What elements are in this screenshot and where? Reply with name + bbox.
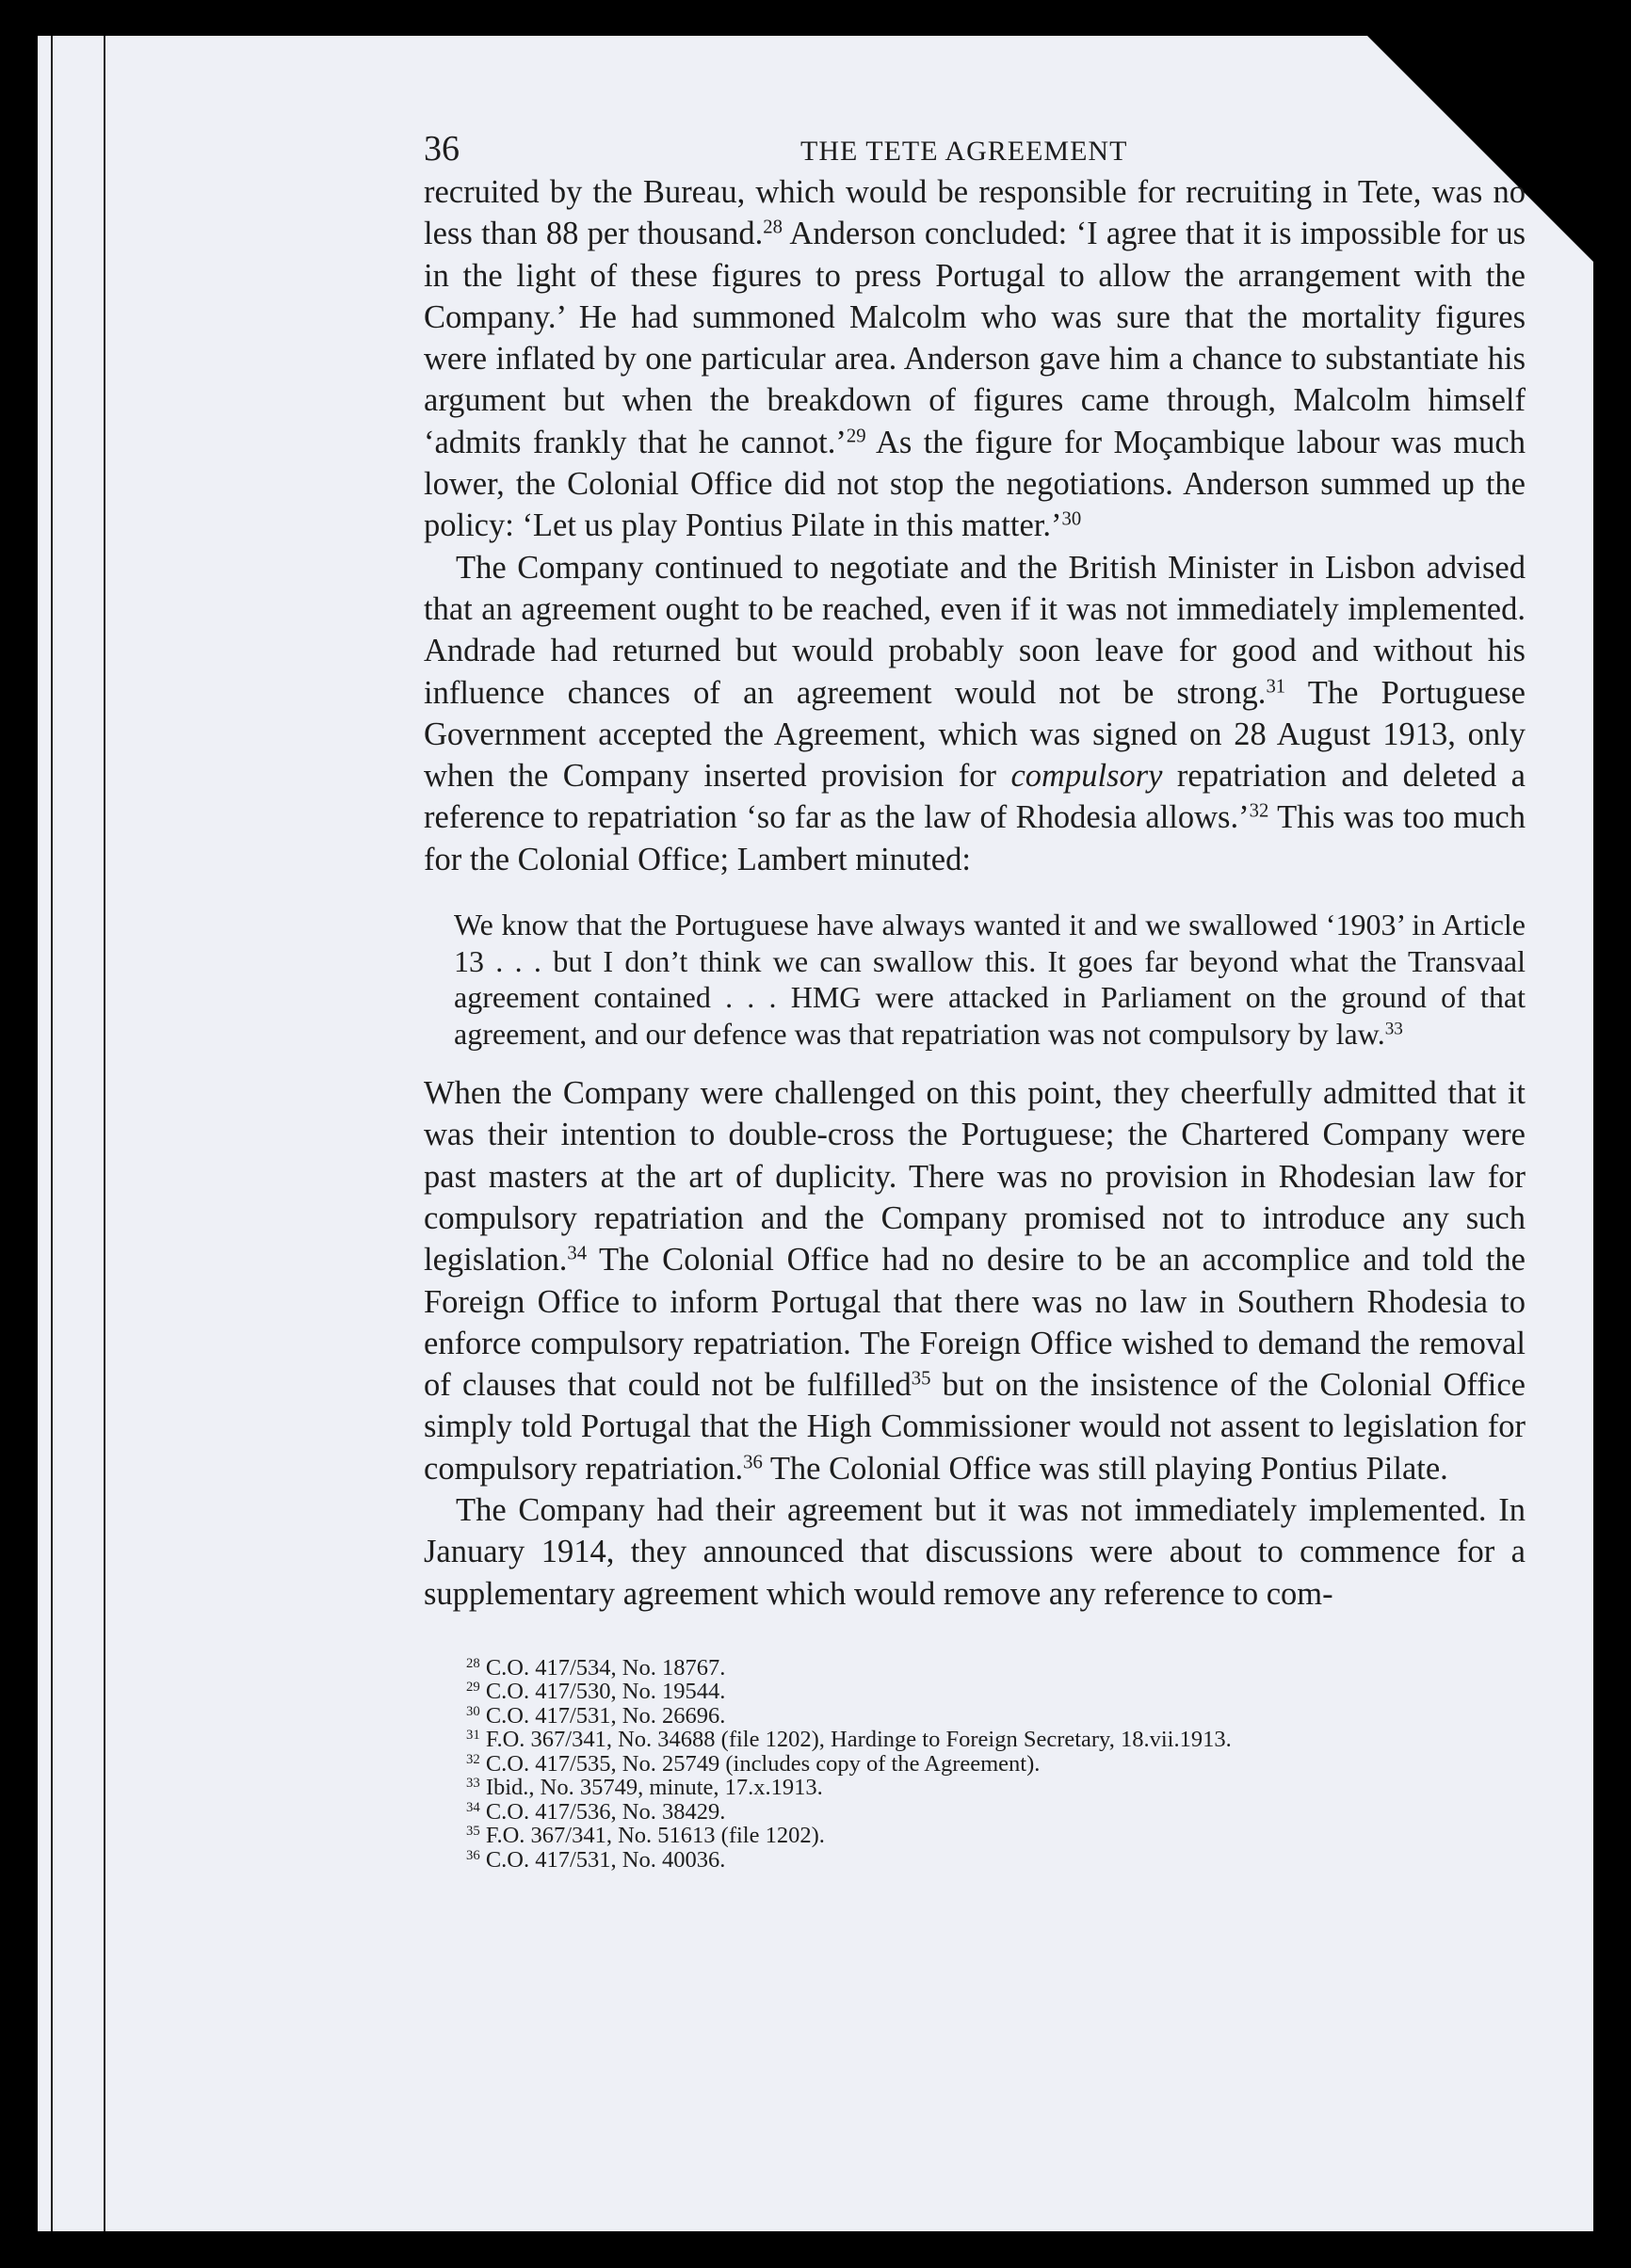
footnote bbox=[466, 1680, 1530, 1704]
paragraph-4 bbox=[424, 1489, 1526, 1615]
text-run: The Portuguese Government accepted the Agreement, which was signed on 28 August 1913, only when the Company inserted provision for bbox=[424, 674, 1526, 795]
footnote-number: 29 bbox=[466, 1680, 480, 1696]
text-run: When the Company were challenged on this point, they cheerfully admitted that it was their intention to double-cross the Portuguese; the Chartered Company were past masters at the art of duplicity. There was no provision in Rhodesian law for compulsory repatriation and the Company promised not to introduce any such legislation. bbox=[424, 1075, 1526, 1279]
footnote-ref: 33 bbox=[1384, 1019, 1403, 1038]
scanned-page bbox=[38, 36, 1593, 2231]
text-run: The Company had their agreement but it was not immediately implemented. In January 1914, they announced that discussions were about to commence for a supplementary agreement which would remove any reference to com- bbox=[424, 1492, 1526, 1612]
text-run: The Colonial Office had no desire to be an accomplice and told the Foreign Office to inform Portugal that there was no law in Southern Rhodesia to enforce compulsory repatriation. The Foreign Office wished to demand the removal of clauses that could not be fulfilled bbox=[424, 1242, 1526, 1404]
text-run: This was too much for the Colonial Office; Lambert minuted: bbox=[424, 799, 1526, 877]
footnote bbox=[466, 1728, 1530, 1752]
page-number: 36 bbox=[424, 129, 460, 169]
footnote-text: C.O. 417/531, No. 40036. bbox=[485, 1846, 726, 1873]
text-run: Anderson concluded: ‘I agree that it is impossible for us in the light of these figures to press Portugal to allow the arrangement with the Company.’ He had summoned Malcolm who was sure that the mortality figures were inflated by one particular area. Anderson gave him a chance to substantiate his argument but when the breakdown of figures came through, Malcolm himself ‘admits frankly that he cannot.’ bbox=[424, 216, 1526, 460]
footnote-ref: 34 bbox=[567, 1243, 588, 1264]
block-quote bbox=[454, 907, 1526, 1052]
footnote-text: C.O. 417/531, No. 26696. bbox=[485, 1702, 726, 1729]
footnote-number: 34 bbox=[466, 1799, 480, 1815]
footnote-number: 35 bbox=[466, 1824, 480, 1840]
footnote bbox=[466, 1800, 1530, 1825]
footnote-ref: 29 bbox=[846, 426, 866, 447]
text-run: The Colonial Office was still playing Pontius Pilate. bbox=[762, 1450, 1448, 1487]
footnote-number: 36 bbox=[466, 1847, 480, 1863]
text-run: As the figure for Moçambique labour was much lower, the Colonial Office did not stop the negotiations. Anderson summed up the policy: ‘Let us play Pontius Pilate in this matter.’ bbox=[424, 424, 1526, 544]
footnote-ref: 28 bbox=[763, 217, 783, 238]
footnote-number: 28 bbox=[466, 1655, 480, 1671]
footnote-text: Ibid., No. 35749, minute, 17.x.1913. bbox=[485, 1775, 823, 1801]
footnote bbox=[466, 1848, 1530, 1873]
footnote-ref: 30 bbox=[1061, 509, 1082, 530]
footnotes bbox=[466, 1656, 1530, 1873]
page-header bbox=[391, 111, 1530, 171]
footnote bbox=[466, 1704, 1530, 1729]
text-run: The Company continued to negotiate and the British Minister in Lisbon advised that an agreement ought to be reached, even if it was not immediately implemented. Andrade had returned but would probably soon leave for good and without his influence chances of an agreement would not be strong. bbox=[424, 549, 1526, 711]
footnote-text: C.O. 417/530, No. 19544. bbox=[485, 1679, 726, 1705]
text-run: recruited by the Bureau, which would be responsible for recruiting in Tete, was no less than 88 per thousand. bbox=[424, 174, 1526, 252]
footnote-ref: 36 bbox=[743, 1452, 763, 1473]
running-title: THE TETE AGREEMENT bbox=[800, 136, 1128, 167]
paragraph-3 bbox=[424, 1072, 1526, 1489]
page-content bbox=[391, 111, 1530, 1872]
footnote-text: F.O. 367/341, No. 34688 (file 1202), Hardinge to Foreign Secretary, 18.vii.1913. bbox=[485, 1727, 1232, 1753]
footnote-text: C.O. 417/534, No. 18767. bbox=[485, 1654, 726, 1681]
footnote-ref: 31 bbox=[1266, 676, 1286, 698]
footnote bbox=[466, 1656, 1530, 1681]
footnote-ref: 32 bbox=[1249, 801, 1269, 823]
footnote-number: 33 bbox=[466, 1776, 480, 1792]
quote-text: We know that the Portuguese have always wanted it and we swallowed ‘1903’ in Article 13 . . . but I don’t think we can swallow this. It goes far beyond what the Transvaal agreement contained . . . HMG were attacked in Parliament on the ground of that agreement, and our defence was that repatriation was not compulsory by law. bbox=[454, 908, 1526, 1051]
footnote-number: 31 bbox=[466, 1728, 480, 1744]
footnote bbox=[466, 1776, 1530, 1800]
binding-line-inner bbox=[104, 36, 105, 2231]
body-text bbox=[424, 171, 1526, 1615]
footnote-ref: 35 bbox=[911, 1368, 931, 1390]
footnote bbox=[466, 1752, 1530, 1777]
footnote-text: C.O. 417/536, No. 38429. bbox=[485, 1798, 726, 1825]
text-run: but on the insistence of the Colonial Office simply told Portugal that the High Commissioner would not assent to legislation for compulsory repatriation. bbox=[424, 1367, 1526, 1487]
emphasis: compulsory bbox=[1010, 758, 1163, 795]
paragraph-1 bbox=[424, 171, 1526, 547]
paragraph-2 bbox=[424, 547, 1526, 880]
footnote bbox=[466, 1824, 1530, 1848]
binding-line-outer bbox=[51, 36, 53, 2231]
footnote-text: F.O. 367/341, No. 51613 (file 1202). bbox=[485, 1823, 825, 1849]
text-run: repatriation and deleted a reference to repatriation ‘so far as the law of Rhodesia allows.’ bbox=[424, 758, 1526, 836]
footnote-number: 32 bbox=[466, 1751, 480, 1767]
footnote-text: C.O. 417/535, No. 25749 (includes copy of the Agreement). bbox=[485, 1750, 1041, 1777]
footnote-number: 30 bbox=[466, 1703, 480, 1719]
